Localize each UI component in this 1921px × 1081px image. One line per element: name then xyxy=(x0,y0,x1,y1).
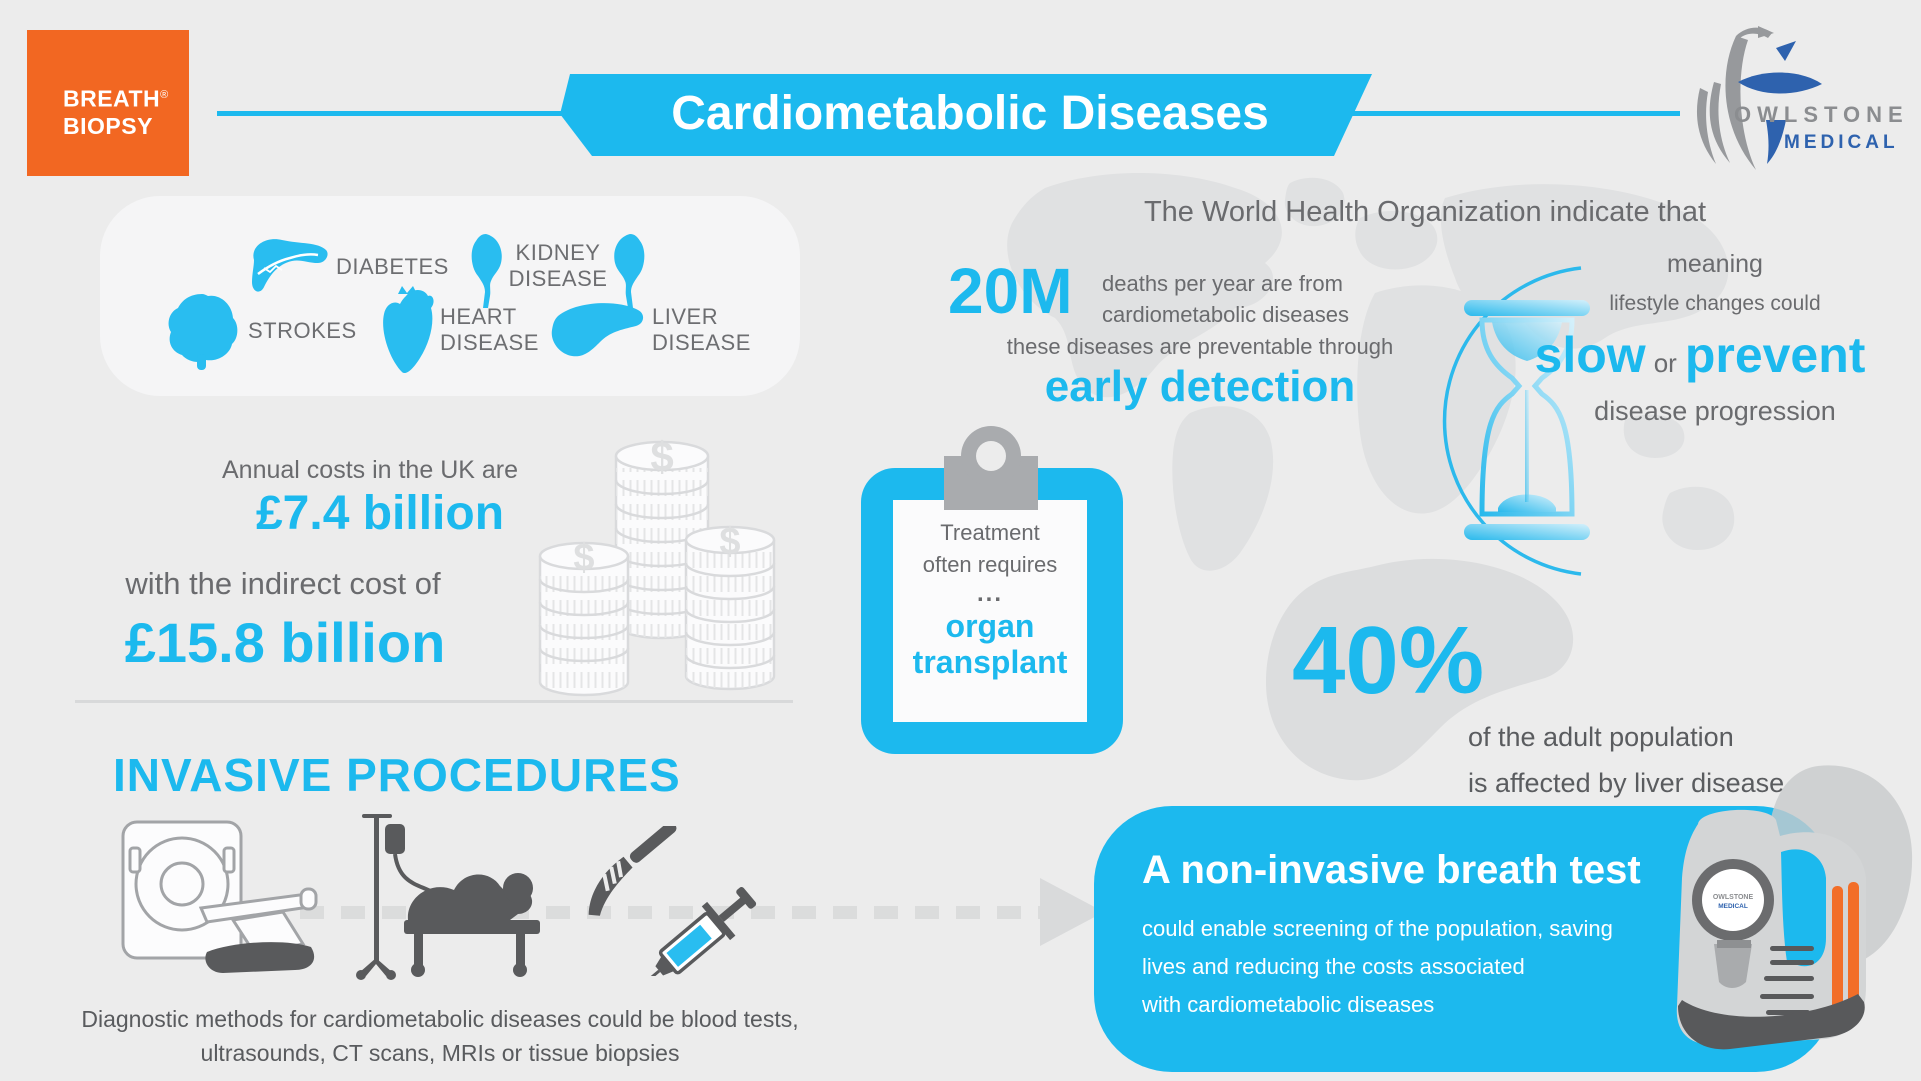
who-intro-text: The World Health Organization indicate that xyxy=(1143,196,1707,228)
liver-stat-value: 40% xyxy=(1292,607,1485,714)
clipboard-clip-icon xyxy=(930,424,1052,512)
map-south-america xyxy=(1172,406,1273,571)
registered-mark: ® xyxy=(160,89,169,101)
coin-dollar-left: $ xyxy=(573,537,595,579)
device-face-medical: MEDICAL xyxy=(1718,903,1748,910)
or-text: or xyxy=(1653,348,1677,378)
slow-or-prevent xyxy=(1480,326,1920,384)
pancreas-icon xyxy=(248,232,330,300)
coin-dollar-right: $ xyxy=(719,521,741,563)
owlstone-medical-logo xyxy=(1692,22,1918,177)
breath-test-line2: lives and reducing the costs associated xyxy=(1142,954,1525,979)
invasive-procedures-title: INVASIVE PROCEDURES xyxy=(113,749,681,801)
map-australia xyxy=(1662,487,1734,550)
organ-highlight: organ xyxy=(945,608,1035,644)
disease-label-heart: HEART DISEASE xyxy=(440,304,539,355)
coin-stacks-icon xyxy=(522,428,792,706)
disease-label-strokes: STROKES xyxy=(248,318,357,343)
header-rule-right xyxy=(1340,111,1680,116)
deaths-caption-line2: cardiometabolic diseases xyxy=(1102,302,1350,327)
brand-line2: BIOPSY xyxy=(63,112,153,139)
deaths-caption-line1: deaths per year are from xyxy=(1102,271,1343,296)
breath-biopsy-logo-text xyxy=(63,82,169,140)
owlstone-wordmark: OWLSTONE xyxy=(1734,102,1909,127)
breath-test-line1: could enable screening of the population, saving xyxy=(1142,916,1613,941)
disease-label-kidney: KIDNEY DISEASE xyxy=(508,240,608,291)
liver-stat-line1: of the adult population xyxy=(1468,722,1734,752)
brain-icon xyxy=(164,292,240,372)
device-stripe-1 xyxy=(1832,886,1843,1016)
deaths-stat-value: 20M xyxy=(948,255,1073,327)
deaths-stat-caption xyxy=(1102,268,1349,330)
treatment-ellipsis: ... xyxy=(976,580,1003,607)
patient-iv-icon xyxy=(352,812,547,980)
breath-test-title: A non-invasive breath test xyxy=(1142,848,1641,892)
prevent-highlight: prevent xyxy=(1684,327,1866,383)
lifestyle-text: lifestyle changes could xyxy=(1609,292,1821,315)
costs-intro-text: Annual costs in the UK are xyxy=(222,456,518,484)
disease-progression-text: disease progression xyxy=(1594,396,1836,426)
breath-sampler-device xyxy=(1618,758,1921,1081)
diseases-panel xyxy=(100,196,800,396)
breath-biopsy-logo xyxy=(27,30,189,176)
early-detection-highlight: early detection xyxy=(1044,362,1356,411)
disease-label-liver: LIVER DISEASE xyxy=(652,304,751,355)
scalpel-icon xyxy=(574,826,688,921)
invasive-caption-line2: ultrasounds, CT scans, MRIs or tissue biopsies xyxy=(200,1040,680,1066)
syringe-icon xyxy=(611,878,758,976)
treatment-line1: Treatment xyxy=(940,520,1040,545)
header-rule-left xyxy=(217,111,562,116)
direct-cost-value: £7.4 billion xyxy=(255,487,505,540)
invasive-caption-line1: Diagnostic methods for cardiometabolic diseases could be blood tests, xyxy=(81,1006,799,1032)
liver-stat-line2: is affected by liver disease xyxy=(1468,768,1785,798)
device-mouthpiece-collar xyxy=(1717,940,1751,948)
liver-icon xyxy=(548,298,646,362)
heart-icon xyxy=(376,284,436,378)
indirect-cost-intro: with the indirect cost of xyxy=(125,566,441,601)
brand-line1: BREATH xyxy=(63,85,161,112)
kidney-left-icon xyxy=(468,232,504,310)
preventable-text: these diseases are preventable through xyxy=(1006,334,1394,359)
indirect-cost-value: £15.8 billion xyxy=(124,611,446,674)
breath-test-line3: with cardiometabolic diseases xyxy=(1142,992,1435,1017)
scalpel-syringe-icon xyxy=(568,826,758,976)
coin-dollar-back: $ xyxy=(650,433,674,480)
device-face-owlstone: OWLSTONE xyxy=(1712,894,1754,901)
medical-wordmark: MEDICAL xyxy=(1784,132,1899,153)
ct-scanner-icon xyxy=(115,812,320,977)
transplant-highlight: transplant xyxy=(912,644,1068,680)
treatment-line2: often requires xyxy=(922,552,1058,577)
disease-label-diabetes: DIABETES xyxy=(336,254,449,279)
page-title: Cardiometabolic Diseases xyxy=(671,87,1269,140)
slow-highlight: slow xyxy=(1534,327,1646,383)
meaning-text: meaning xyxy=(1667,250,1763,278)
